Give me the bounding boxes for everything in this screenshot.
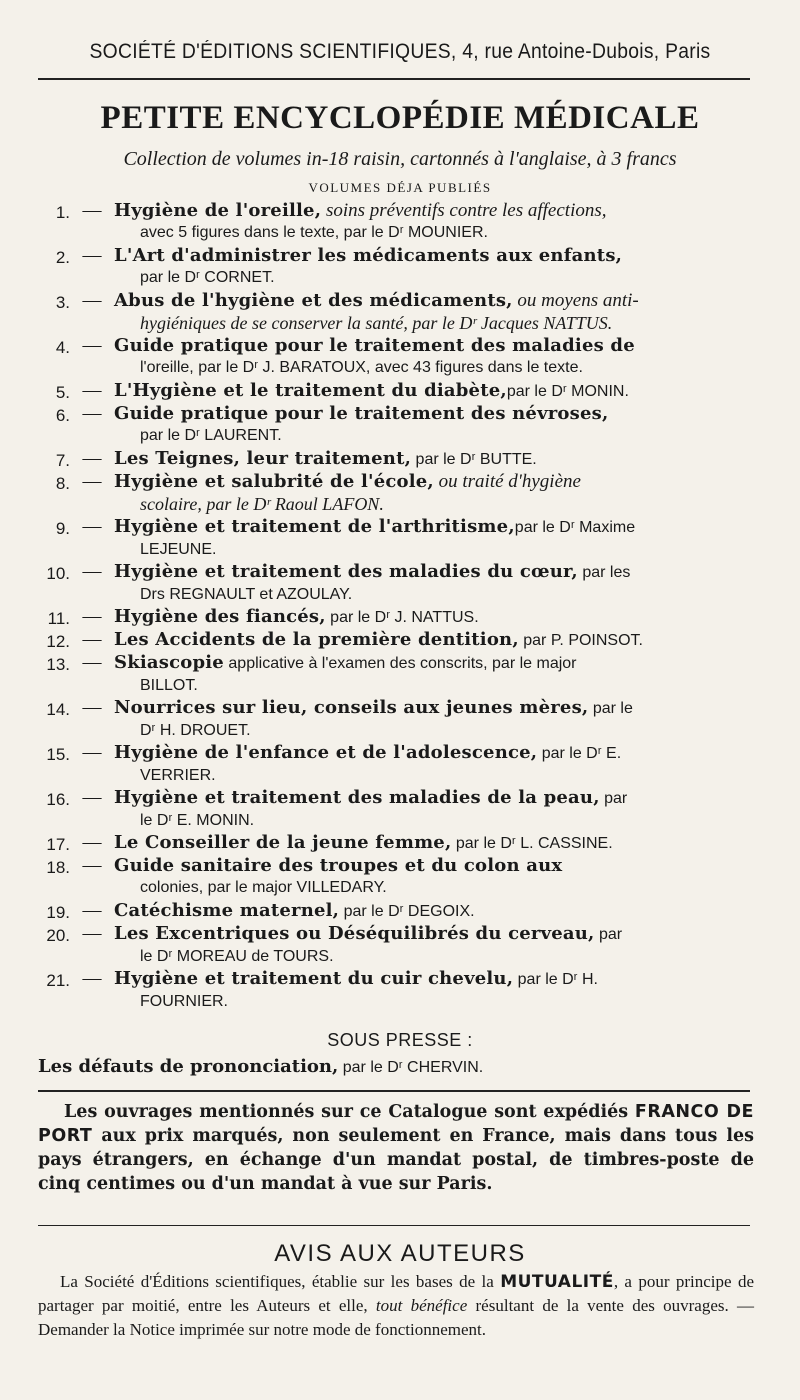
book-dash: — <box>82 923 102 944</box>
book-dash: — <box>82 516 102 537</box>
book-note: ou traité d'hygiène <box>433 471 581 492</box>
book-text <box>114 923 764 968</box>
book-text <box>114 516 764 561</box>
book-number: 15. <box>46 745 70 764</box>
book-continuation: par le Dʳ LAURENT. <box>140 427 282 444</box>
book-continuation: le Dʳ E. MONIN. <box>140 812 255 829</box>
book-entry <box>34 923 764 968</box>
book-title: Hygiène et traitement des maladies du cœur, <box>114 561 578 582</box>
book-text <box>114 697 764 742</box>
book-continuation: LEJEUNE. <box>140 541 217 558</box>
book-text <box>114 335 764 380</box>
book-text <box>114 606 764 629</box>
book-title: Skiascopie <box>114 652 224 673</box>
book-text <box>114 290 764 335</box>
book-title: Hygiène et traitement de l'arthritisme, <box>114 516 515 537</box>
book-entry <box>34 832 764 855</box>
book-text <box>114 403 764 448</box>
book-text <box>114 742 764 787</box>
book-entry <box>34 200 764 245</box>
book-entry <box>34 606 764 629</box>
book-title: Hygiène des fiancés, <box>114 606 326 627</box>
book-title: Guide pratique pour le traitement des névroses, <box>114 403 609 424</box>
book-dash: — <box>82 448 102 469</box>
book-author: par le Dʳ H. <box>513 971 598 988</box>
notice-text-2: , a pour principe de partager par moitié, entre les Auteurs et elle, <box>38 1272 754 1315</box>
book-dash: — <box>82 652 102 673</box>
book-number: 17. <box>46 835 70 854</box>
book-entry <box>34 245 764 290</box>
book-dash: — <box>82 832 102 853</box>
in-press-book-title: Les défauts de prononciation, <box>38 1056 339 1077</box>
book-continuation: VERRIER. <box>140 767 216 784</box>
book-continuation: le Dʳ MOREAU de TOURS. <box>140 948 334 965</box>
book-author: par le Dʳ Maxime <box>514 519 636 536</box>
shipping-text-1: Les ouvrages mentionnés sur ce Catalogue sont expédiés <box>64 1102 635 1122</box>
book-dash: — <box>82 968 102 989</box>
book-text <box>114 968 764 1013</box>
book-author: par le Dʳ J. NATTUS. <box>325 609 479 626</box>
book-text <box>114 561 764 606</box>
book-title: Hygiène et traitement du cuir chevelu, <box>114 968 514 989</box>
book-continuation: l'oreille, par le Dʳ J. BARATOUX, avec 43 figures dans le texte. <box>140 359 583 376</box>
book-list <box>34 200 764 1013</box>
book-text <box>114 629 764 652</box>
book-continuation: par le Dʳ CORNET. <box>140 269 275 286</box>
shipping-terms <box>38 1100 754 1196</box>
notice-italic: tout bénéfice <box>375 1296 468 1315</box>
book-number: 19. <box>46 903 70 922</box>
book-text <box>114 245 764 290</box>
book-author: par le Dʳ DEGOIX. <box>339 903 475 920</box>
book-entry <box>34 787 764 832</box>
in-press-label: SOUS PRESSE : <box>327 1030 473 1050</box>
book-number: 6. <box>55 406 70 425</box>
book-entry <box>34 742 764 787</box>
book-author: applicative à l'examen des conscrits, par le major <box>223 655 577 672</box>
book-author: par le <box>588 700 633 717</box>
book-text <box>114 787 764 832</box>
book-title: Nourrices sur lieu, conseils aux jeunes mères, <box>114 697 589 718</box>
book-number: 20. <box>46 926 70 945</box>
book-continuation: FOURNIER. <box>140 993 228 1010</box>
book-entry <box>34 290 764 335</box>
franco-de-port: FRANCO DE PORT <box>38 1102 754 1146</box>
book-entry <box>34 561 764 606</box>
published-section-label: VOLUMES DÉJA PUBLIÉS <box>308 180 492 195</box>
book-number: 7. <box>55 451 70 470</box>
book-text <box>114 855 764 900</box>
mutualite-word: MUTUALITÉ <box>500 1272 614 1292</box>
book-dash: — <box>82 742 102 763</box>
book-continuation: Dʳ H. DROUET. <box>140 722 251 739</box>
book-dash: — <box>82 471 102 492</box>
book-title: L'Art d'administrer les médicaments aux enfants, <box>114 245 623 266</box>
authors-notice-title: AVIS AUX AUTEURS <box>274 1240 526 1267</box>
book-number: 4. <box>55 338 70 357</box>
book-entry <box>34 335 764 380</box>
book-title: Hygiène de l'oreille, <box>114 200 322 221</box>
book-entry <box>34 900 764 923</box>
book-text <box>114 900 764 923</box>
book-title: Catéchisme maternel, <box>114 900 340 921</box>
notice-text-3: résultant de la vente des ouvrages. — Demander la Notice imprimée sur notre mode de fonctionnement. <box>38 1296 754 1339</box>
book-continuation: avec 5 figures dans le texte, par le Dʳ MOUNIER. <box>140 224 488 241</box>
book-number: 8. <box>55 474 70 493</box>
book-title: Les Teignes, leur traitement, <box>114 448 412 469</box>
shipping-text-2: aux prix marqués, non seulement en France, mais dans tous les pays étrangers, en échange d'un mandat postal, de timbres-poste de cinq centimes ou d'un mandat à vue sur Paris. <box>38 1126 754 1194</box>
book-title: Hygiène et traitement des maladies de la peau, <box>114 787 600 808</box>
book-title: Abus de l'hygiène et des médicaments, <box>114 290 513 311</box>
book-entry <box>34 652 764 697</box>
book-number: 11. <box>47 609 70 628</box>
in-press-book <box>38 1056 768 1078</box>
book-dash: — <box>82 855 102 876</box>
book-dash: — <box>82 561 102 582</box>
book-entry <box>34 629 764 652</box>
book-number: 2. <box>55 248 70 267</box>
page-title: PETITE ENCYCLOPÉDIE MÉDICALE <box>100 100 700 136</box>
book-dash: — <box>82 335 102 356</box>
book-dash: — <box>82 900 102 921</box>
book-entry <box>34 403 764 448</box>
book-entry <box>34 697 764 742</box>
collection-subtitle: Collection de volumes in-18 raisin, cartonnés à l'anglaise, à 3 francs <box>123 148 677 170</box>
book-continuation: colonies, par le major VILLEDARY. <box>140 879 387 896</box>
book-dash: — <box>82 403 102 424</box>
book-dash: — <box>82 245 102 266</box>
book-author: par P. POINSOT. <box>518 632 643 649</box>
book-author: par les <box>577 564 631 581</box>
book-author: par le Dʳ MONIN. <box>506 383 629 400</box>
book-text <box>114 200 764 245</box>
in-press-book-author: par le Dʳ CHERVIN. <box>338 1059 484 1076</box>
book-title: Le Conseiller de la jeune femme, <box>114 832 452 853</box>
publisher-address: SOCIÉTÉ D'ÉDITIONS SCIENTIFIQUES, 4, rue Antoine-Dubois, Paris <box>89 40 711 63</box>
book-continuation: Drs REGNAULT et AZOULAY. <box>140 586 353 603</box>
book-number: 18. <box>46 858 70 877</box>
authors-notice <box>38 1270 754 1342</box>
book-continuation: hygiéniques de se conserver la santé, par le Dʳ Jacques NATTUS. <box>140 313 613 333</box>
book-title: Guide pratique pour le traitement des maladies de <box>114 335 635 356</box>
book-entry <box>34 448 764 471</box>
book-text <box>114 471 764 516</box>
book-text <box>114 448 764 471</box>
book-title: Hygiène de l'enfance et de l'adolescence, <box>114 742 538 763</box>
book-entry <box>34 968 764 1013</box>
book-text <box>114 652 764 697</box>
book-title: L'Hygiène et le traitement du diabète, <box>114 380 507 401</box>
book-dash: — <box>82 629 102 650</box>
book-continuation: BILLOT. <box>140 677 198 694</box>
book-entry <box>34 855 764 900</box>
book-number: 12. <box>46 632 70 651</box>
book-note: soins préventifs contre les affections, <box>321 200 607 221</box>
book-number: 21. <box>46 971 70 990</box>
book-text <box>114 380 764 403</box>
book-title: Guide sanitaire des troupes et du colon aux <box>114 855 563 876</box>
book-author: par le Dʳ BUTTE. <box>411 451 537 468</box>
book-note: ou moyens anti- <box>512 290 639 311</box>
book-number: 14. <box>46 700 70 719</box>
book-number: 10. <box>46 564 70 583</box>
book-dash: — <box>82 200 102 221</box>
book-text <box>114 832 764 855</box>
book-title: Les Accidents de la première dentition, <box>114 629 519 650</box>
book-dash: — <box>82 606 102 627</box>
book-dash: — <box>82 697 102 718</box>
book-author: par <box>599 790 628 807</box>
book-dash: — <box>82 380 102 401</box>
bottom-divider <box>38 1225 750 1226</box>
book-author: par <box>594 926 623 943</box>
book-number: 3. <box>55 293 70 312</box>
book-continuation: scolaire, par le Dʳ Raoul LAFON. <box>140 494 384 514</box>
middle-divider <box>38 1090 750 1092</box>
book-number: 13. <box>46 655 70 674</box>
book-dash: — <box>82 787 102 808</box>
book-number: 1. <box>55 203 70 222</box>
book-number: 16. <box>46 790 70 809</box>
book-dash: — <box>82 290 102 311</box>
book-title: Les Excentriques ou Déséquilibrés du cerveau, <box>114 923 595 944</box>
book-entry <box>34 471 764 516</box>
book-number: 5. <box>55 383 70 402</box>
book-author: par le Dʳ L. CASSINE. <box>451 835 613 852</box>
book-number: 9. <box>55 519 70 538</box>
book-author: par le Dʳ E. <box>537 745 622 762</box>
book-entry <box>34 380 764 403</box>
notice-text-1: La Société d'Éditions scientifiques, établie sur les bases de la <box>60 1272 501 1291</box>
top-divider <box>38 78 750 80</box>
book-entry <box>34 516 764 561</box>
book-title: Hygiène et salubrité de l'école, <box>114 471 434 492</box>
